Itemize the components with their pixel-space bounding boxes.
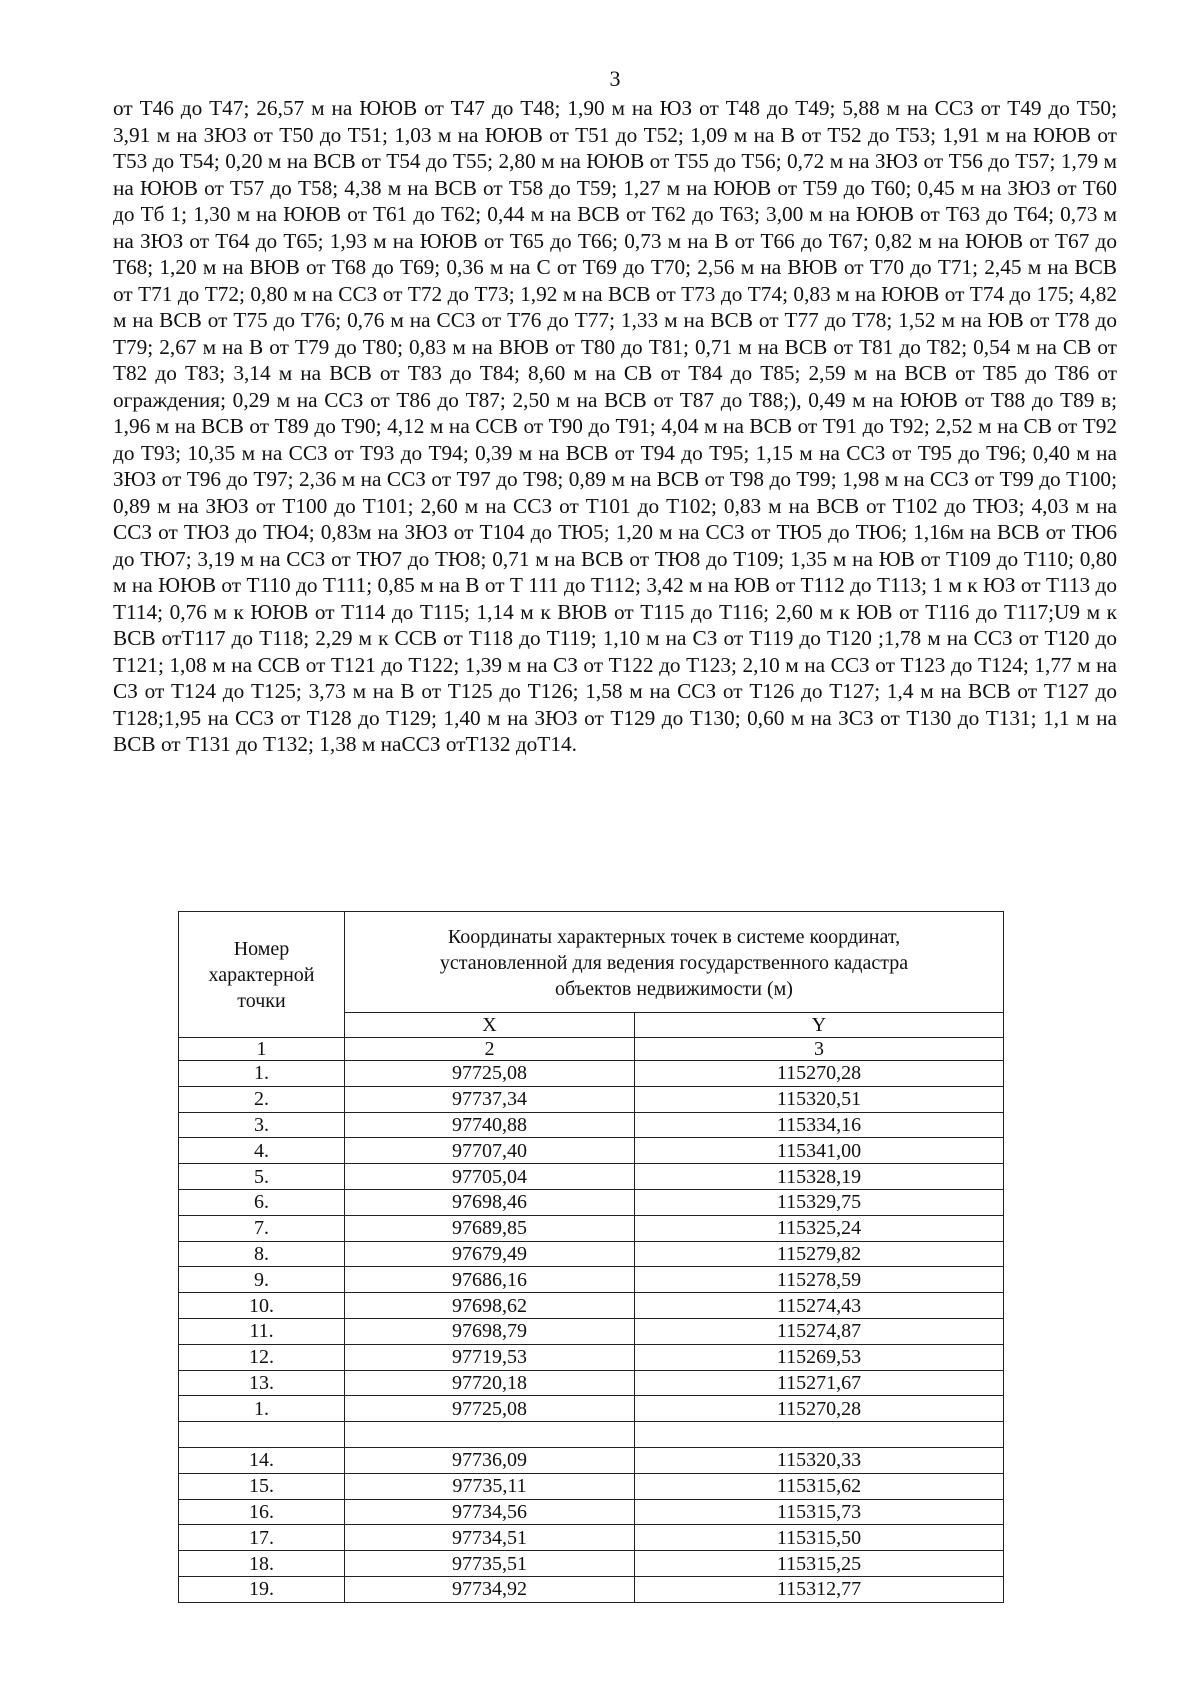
table-row [179,1215,1004,1241]
point-number-cell: 16. [179,1499,345,1525]
coordinates-table [178,911,1004,1603]
coordinates-header-line: установленной для ведения государственного кадастра [439,952,909,974]
y-coordinate-cell: 115278,59 [635,1267,1004,1293]
point-number-cell: 4. [179,1138,345,1164]
x-header: X [345,1013,635,1038]
table-row [179,1551,1004,1577]
point-header-line: точки [237,989,286,1012]
x-coordinate-cell: 97734,92 [345,1576,635,1602]
point-number-cell [179,1422,345,1448]
table-row [179,1293,1004,1319]
x-coordinate-cell: 97725,08 [345,1061,635,1087]
point-number-cell: 9. [179,1267,345,1293]
table-row [179,1138,1004,1164]
table-row [179,1086,1004,1112]
y-coordinate-cell: 115269,53 [635,1344,1004,1370]
y-coordinate-cell: 115334,16 [635,1112,1004,1138]
column-index-row [179,1038,1004,1061]
x-coordinate-cell: 97735,51 [345,1551,635,1577]
point-number-cell: 1. [179,1396,345,1422]
table-row [179,1473,1004,1499]
table-row [179,1241,1004,1267]
point-header-line: Номер [233,937,290,960]
boundary-description: от Т46 до Т47; 26,57 м на ЮЮВ от Т47 до Т48; 1,90 м на ЮЗ от Т48 до Т49; 5,88 м на ССЗ от Т49 до Т50; 3,91 м на ЗЮЗ от Т50 до Т51; 1,03 м на ЮЮВ от Т51 до Т52; 1,09 м на В от Т52 до Т53; 1,91 м на ЮЮВ от Т53 до Т54; 0,20 м на ВСВ от Т54 до Т55; 2,80 м на ЮЮВ от Т55 до Т56; 0,72 м на ЗЮЗ от Т56 до Т57; 1,79 м на ЮЮВ от Т57 до Т58; 4,38 м на ВСВ от Т58 до Т59; 1,27 м на ЮЮВ от Т59 до Т60; 0,45 м на ЗЮЗ от Т60 до Тб 1; 1,30 м на ЮЮВ от Т61 до Т62; 0,44 м на ВСВ от Т62 до Т63; 3,00 м на ЮЮВ от Т63 до Т64; 0,73 м на ЗЮЗ от Т64 до Т65; 1,93 м на ЮЮВ от Т65 до Т66; 0,73 м на В от Т66 до Т67; 0,82 м на ЮЮВ от Т67 до Т68; 1,20 м на ВЮВ от Т68 до Т69; 0,36 м на С от Т69 до Т70; 2,56 м на ВЮВ от Т70 до Т71; 2,45 м на ВСВ от Т71 до Т72; 0,80 м на ССЗ от Т72 до Т73; 1,92 м на ВСВ от Т73 до Т74; 0,83 м на ЮЮВ от Т74 до 175; 4,82 м на ВСВ от Т75 до Т76; 0,76 м на ССЗ от Т76 до Т77; 1,33 м на ВСВ от Т77 до Т78; 1,52 м на ЮВ от Т78 до Т79; 2,67 м на В от Т79 до Т80; 0,83 м на ВЮВ от Т80 до Т81; 0,71 м на ВСВ от Т81 до Т82; 0,54 м на СВ от Т82 до Т83; 3,14 м на ВСВ от Т83 до Т84; 8,60 м на СВ от Т84 до Т85; 2,59 м на ВСВ от Т85 до Т86 от ограждения; 0,29 м на ССЗ от Т86 до Т87; 2,50 м на ВСВ от Т87 до Т88;), 0,49 м на ЮЮВ от Т88 до Т89 в; 1,96 м на ВСВ от Т89 до Т90; 4,12 м на ССВ от Т90 до Т91; 4,04 м на ВСВ от Т91 до Т92; 2,52 м на СВ от Т92 до Т93; 10,35 м на ССЗ от Т93 до Т94; 0,39 м на ВСВ от Т94 до Т95; 1,15 м на ССЗ от Т95 до Т96; 0,40 м на ЗЮЗ от Т96 до Т97; 2,36 м на ССЗ от Т97 до Т98; 0,89 м на ВСВ от Т98 до Т99; 1,98 м на ССЗ от Т99 до Т100; 0,89 м на ЗЮЗ от Т100 до Т101; 2,60 м на ССЗ от Т101 до Т102; 0,83 м на ВСВ от Т102 до ТЮЗ; 4,03 м на ССЗ от ТЮЗ до ТЮ4; 0,83м на ЗЮЗ от Т104 до ТЮ5; 1,20 м на ССЗ от ТЮ5 до ТЮ6; 1,16м на ВСВ от ТЮ6 до ТЮ7; 3,19 м на ССЗ от ТЮ7 до ТЮ8; 0,71 м на ВСВ от ТЮ8 до Т109; 1,35 м на ЮВ от Т109 до Т110; 0,80 м на ЮЮВ от Т110 до Т111; 0,85 м на В от Т 111 до Т112; 3,42 м на ЮВ от Т112 до Т113; 1 м к ЮЗ от Т113 до Т114; 0,76 м к ЮЮВ от Т114 до Т115; 1,14 м к ВЮВ от Т115 до Т116; 2,60 м к ЮВ от Т116 до Т117;U9 м к ВСВ отТ117 до Т118; 2,29 м к ССВ от Т118 до Т119; 1,10 м на СЗ от Т119 до Т120 ;1,78 м на ССЗ от Т120 до Т121; 1,08 м на ССВ от Т121 до Т122; 1,39 м на СЗ от Т122 до Т123; 2,10 м на ССЗ от Т123 до Т124; 1,77 м на СЗ от Т124 до Т125; 3,73 м на В от Т125 до Т126; 1,58 м на ССЗ от Т126 до Т127; 1,4 м на ВСВ от Т127 до Т128;1,95 на ССЗ от Т128 до Т129; 1,40 м на ЗЮЗ от Т129 до Т130; 0,60 м на ЗСЗ от Т130 до Т131; 1,1 м на ВСВ от Т131 до Т132; 1,38 м наССЗ отТ132 доТ14. [113,96,1117,756]
point-number-cell: 11. [179,1318,345,1344]
x-coordinate-cell: 97719,53 [345,1344,635,1370]
coordinates-header-line: Координаты характерных точек в системе координат, [447,926,901,948]
table-header-row [179,912,1004,1013]
column-index: 2 [345,1038,635,1061]
y-coordinate-cell: 115328,19 [635,1164,1004,1190]
table-row [179,1422,1004,1448]
column-index: 3 [635,1038,1004,1061]
table-row [179,1267,1004,1293]
table-row [179,1525,1004,1551]
x-coordinate-cell: 97734,56 [345,1499,635,1525]
y-coordinate-cell: 115315,62 [635,1473,1004,1499]
y-coordinate-cell: 115315,25 [635,1551,1004,1577]
point-header-line: характерной [208,963,315,986]
x-coordinate-cell: 97689,85 [345,1215,635,1241]
point-number-cell: 2. [179,1086,345,1112]
x-coordinate-cell: 97734,51 [345,1525,635,1551]
y-coordinate-cell [635,1422,1004,1448]
point-number-cell: 18. [179,1551,345,1577]
x-coordinate-cell: 97698,46 [345,1189,635,1215]
coordinates-header-line: объектов недвижимости (м) [555,978,793,1000]
page-number: 3 [609,66,621,91]
y-coordinate-cell: 115315,73 [635,1499,1004,1525]
x-coordinate-cell: 97740,88 [345,1112,635,1138]
y-coordinate-cell: 115274,87 [635,1318,1004,1344]
y-coordinate-cell: 115270,28 [635,1061,1004,1087]
table-row [179,1396,1004,1422]
table-row [179,1189,1004,1215]
point-number-cell: 17. [179,1525,345,1551]
table-row [179,1576,1004,1602]
y-coordinate-cell: 115312,77 [635,1576,1004,1602]
y-coordinate-cell: 115274,43 [635,1293,1004,1319]
x-coordinate-cell: 97705,04 [345,1164,635,1190]
x-coordinate-cell: 97686,16 [345,1267,635,1293]
table-row [179,1370,1004,1396]
table-row [179,1164,1004,1190]
x-coordinate-cell: 97736,09 [345,1447,635,1473]
y-header: Y [635,1013,1004,1038]
x-coordinate-cell: 97698,79 [345,1318,635,1344]
y-coordinate-cell: 115279,82 [635,1241,1004,1267]
point-number-cell: 14. [179,1447,345,1473]
point-number-cell: 5. [179,1164,345,1190]
point-number-cell: 3. [179,1112,345,1138]
x-coordinate-cell: 97725,08 [345,1396,635,1422]
table-body [179,1038,1004,1603]
column-index: 1 [179,1038,345,1061]
point-number-cell: 12. [179,1344,345,1370]
table-row [179,1318,1004,1344]
x-coordinate-cell: 97737,34 [345,1086,635,1112]
y-coordinate-cell: 115325,24 [635,1215,1004,1241]
point-number-cell: 19. [179,1576,345,1602]
point-number-cell: 6. [179,1189,345,1215]
y-coordinate-cell: 115320,33 [635,1447,1004,1473]
table-row [179,1112,1004,1138]
y-coordinate-cell: 115271,67 [635,1370,1004,1396]
x-coordinate-cell: 97707,40 [345,1138,635,1164]
table-row [179,1061,1004,1087]
point-number-cell: 8. [179,1241,345,1267]
point-number-cell: 15. [179,1473,345,1499]
point-number-cell: 13. [179,1370,345,1396]
x-coordinate-cell: 97735,11 [345,1473,635,1499]
x-coordinate-cell: 97720,18 [345,1370,635,1396]
y-coordinate-cell: 115315,50 [635,1525,1004,1551]
table-row [179,1344,1004,1370]
y-coordinate-cell: 115341,00 [635,1138,1004,1164]
table-row [179,1447,1004,1473]
y-coordinate-cell: 115320,51 [635,1086,1004,1112]
coordinates-header [345,912,1004,1013]
y-coordinate-cell: 115270,28 [635,1396,1004,1422]
table-row [179,1499,1004,1525]
x-coordinate-cell: 97698,62 [345,1293,635,1319]
point-number-cell: 10. [179,1293,345,1319]
y-coordinate-cell: 115329,75 [635,1189,1004,1215]
point-number-cell: 1. [179,1061,345,1087]
point-number-header [179,912,345,1038]
point-number-cell: 7. [179,1215,345,1241]
x-coordinate-cell [345,1422,635,1448]
x-coordinate-cell: 97679,49 [345,1241,635,1267]
